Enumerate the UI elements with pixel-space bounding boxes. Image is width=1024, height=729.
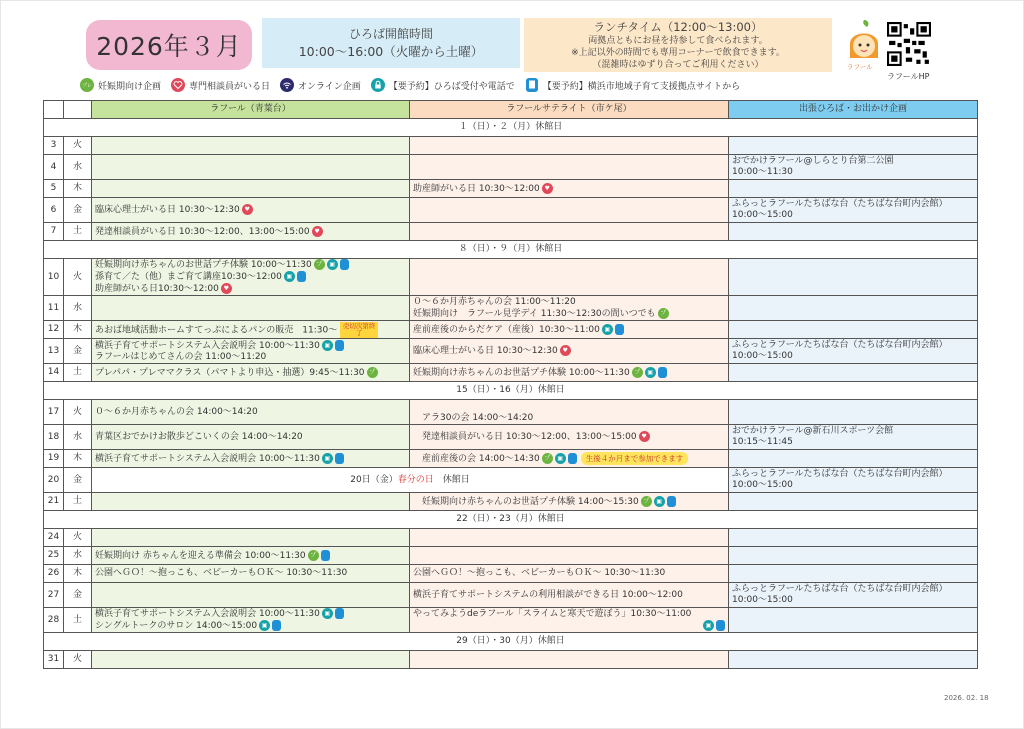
day-number: 31 xyxy=(44,651,64,669)
cell-outreach xyxy=(729,529,978,547)
day-number: 24 xyxy=(44,529,64,547)
event-text: 妊娠期向け 赤ちゃんを迎える準備会 10:00～11:30 xyxy=(95,550,306,561)
pregnancy-icon: プ xyxy=(632,367,643,378)
day-of-week: 火 xyxy=(64,400,92,425)
month-title: 2026年３月 xyxy=(86,20,252,70)
legend-label: オンライン企画 xyxy=(298,81,361,92)
pregnancy-icon: プ xyxy=(542,453,553,464)
heart-consult-icon: ♥ xyxy=(639,431,650,442)
heart-consult-icon: ♥ xyxy=(221,283,232,294)
legend-label: 専門相談員がいる日 xyxy=(189,81,271,92)
cell-ichigao xyxy=(410,155,729,180)
cell-aobadai xyxy=(92,321,410,339)
cell-aobadai xyxy=(92,259,410,296)
cell-outreach xyxy=(729,180,978,198)
cell-aobadai xyxy=(92,198,410,223)
cell-aobadai xyxy=(92,493,410,511)
cell-ichigao xyxy=(410,198,729,223)
cell-outreach xyxy=(729,198,978,223)
table-row xyxy=(44,259,978,296)
cell-ichigao xyxy=(410,450,729,468)
table-row xyxy=(44,296,978,321)
opening-hours-box xyxy=(262,18,520,68)
homepage-label: ラフールHP xyxy=(887,72,930,81)
table-row xyxy=(44,547,978,565)
table-row xyxy=(44,223,978,241)
cell-aobadai xyxy=(92,529,410,547)
day-of-week: 木 xyxy=(64,450,92,468)
cell-ichigao xyxy=(410,583,729,608)
day-of-week: 火 xyxy=(64,259,92,296)
logo-label: ラフール xyxy=(847,63,873,71)
table-row xyxy=(44,565,978,583)
lock-reservation-icon: ▣ xyxy=(322,340,333,351)
cell-outreach xyxy=(729,608,978,633)
legend-item-online xyxy=(280,78,361,92)
cell-aobadai xyxy=(92,608,410,633)
day-number: 21 xyxy=(44,493,64,511)
cell-ichigao xyxy=(410,565,729,583)
event-text: ラフールはじめてさんの会 11:00～11:20 xyxy=(95,351,267,362)
cell-aobadai xyxy=(92,339,410,364)
event-text: 臨床心理士がいる日 10:30～12:30 xyxy=(95,205,240,215)
cell-outreach xyxy=(729,155,978,180)
legend-item-pregnancy xyxy=(80,78,161,92)
phone-reservation-icon xyxy=(525,78,539,92)
cell-outreach xyxy=(729,425,978,450)
table-row xyxy=(44,400,978,425)
event-text: ０～６か月赤ちゃんの会 11:00～11:20 xyxy=(413,296,576,307)
phone-reservation-icon xyxy=(297,271,306,282)
legend-label: 妊娠期向け企画 xyxy=(98,81,162,92)
legend-label: 【要予約】ひろば受付や電話で xyxy=(388,81,515,92)
cell-outreach xyxy=(729,565,978,583)
phone-reservation-icon xyxy=(658,367,667,378)
table-row xyxy=(44,364,978,382)
day-number: 5 xyxy=(44,180,64,198)
event-time: 10:00～15:00 xyxy=(732,595,793,605)
event-text: 発達相談員がいる日 10:30～12:00、13:00～15:00 xyxy=(422,432,637,442)
lunch-line-1: 両拠点ともにお昼を持参して食べられます。 xyxy=(588,36,768,46)
table-row xyxy=(44,529,978,547)
heart-consult-icon: ♥ xyxy=(242,204,253,215)
phone-reservation-icon xyxy=(615,324,624,335)
holiday-closed: 休館日 xyxy=(442,474,470,485)
day-of-week: 金 xyxy=(64,339,92,364)
day-of-week: 木 xyxy=(64,321,92,339)
closed-day-row: 22（日）・23（月）休館日 xyxy=(44,511,978,529)
cell-aobadai xyxy=(92,223,410,241)
pregnancy-icon: プ xyxy=(308,550,319,561)
holiday-date: 20日（金） xyxy=(350,474,398,485)
event-text: ０～６か月赤ちゃんの会 14:00～14:20 xyxy=(95,406,258,417)
calendar-table xyxy=(43,100,978,669)
event-text: おでかけラフール@新石川スポーツ会館 xyxy=(732,426,894,436)
table-row xyxy=(44,450,978,468)
cell-ichigao xyxy=(410,259,729,296)
table-row xyxy=(44,468,978,493)
cell-aobadai xyxy=(92,400,410,425)
cell-outreach xyxy=(729,583,978,608)
rafure-logo-icon xyxy=(846,18,882,64)
day-number: 10 xyxy=(44,259,64,296)
header-blank xyxy=(44,101,64,119)
lock-reservation-icon: ▣ xyxy=(259,620,270,631)
header-blank xyxy=(64,101,92,119)
day-of-week: 金 xyxy=(64,198,92,223)
lunch-time-box xyxy=(524,18,832,72)
pregnancy-icon: プ xyxy=(314,259,325,270)
heart-consult-icon xyxy=(171,78,185,92)
opening-hours-title: ひろば開館時間 xyxy=(348,27,433,41)
day-of-week: 土 xyxy=(64,608,92,633)
lunch-line-3: （混雑時はゆずり合ってご利用ください） xyxy=(592,60,764,70)
event-text: プレパパ・プレママクラス（パマトより申込・抽選）9:45～11:30 xyxy=(95,367,365,378)
pregnancy-icon: プ xyxy=(658,308,669,319)
day-number: 13 xyxy=(44,339,64,364)
day-of-week: 土 xyxy=(64,223,92,241)
day-number: 12 xyxy=(44,321,64,339)
lock-reservation-icon xyxy=(371,78,385,92)
lock-reservation-icon: ▣ xyxy=(654,496,665,507)
table-row xyxy=(44,180,978,198)
cell-aobadai xyxy=(92,651,410,669)
cell-ichigao xyxy=(410,400,729,425)
heart-consult-icon: ♥ xyxy=(542,183,553,194)
day-of-week: 木 xyxy=(64,180,92,198)
lock-reservation-icon: ▣ xyxy=(703,620,714,631)
legend-label: 【要予約】横浜市地域子育て支援拠点サイトから xyxy=(542,81,741,92)
lock-reservation-icon: ▣ xyxy=(284,271,295,282)
event-time: 10:00～15:00 xyxy=(732,351,793,361)
header-row xyxy=(44,101,978,119)
day-number: 28 xyxy=(44,608,64,633)
lock-reservation-icon: ▣ xyxy=(322,453,333,464)
cell-aobadai xyxy=(92,425,410,450)
cell-aobadai xyxy=(92,180,410,198)
day-of-week: 土 xyxy=(64,364,92,382)
event-text: シングルトークのサロン 14:00～15:00 xyxy=(95,621,258,631)
cell-outreach xyxy=(729,450,978,468)
lock-reservation-icon: ▣ xyxy=(602,324,613,335)
wifi-online-icon xyxy=(280,78,294,92)
day-of-week: 水 xyxy=(64,296,92,321)
cell-outreach xyxy=(729,364,978,382)
event-text: 助産師がいる日 10:30～12:00 xyxy=(413,183,540,194)
phone-reservation-icon xyxy=(568,453,577,464)
phone-reservation-icon xyxy=(335,340,344,351)
day-number: 7 xyxy=(44,223,64,241)
event-text: 横浜子育てサポートシステム入会説明会 10:00～11:30 xyxy=(95,340,320,351)
phone-reservation-icon xyxy=(272,620,281,631)
table-row xyxy=(44,321,978,339)
age-limit-badge: 生後４か月まで参加できます xyxy=(581,452,689,465)
table-row xyxy=(44,583,978,608)
event-text: 横浜子育てサポートシステム入会説明会 10:00～11:30 xyxy=(95,609,320,619)
cell-outreach xyxy=(729,296,978,321)
legend-item-lock-reservation xyxy=(371,78,515,92)
day-number: 3 xyxy=(44,137,64,155)
event-time: 10:00～15:00 xyxy=(732,210,793,220)
svg-text:プレ: プレ xyxy=(82,83,92,89)
phone-reservation-icon xyxy=(321,550,330,561)
cell-outreach xyxy=(729,259,978,296)
event-text: 産前産後の会 14:00～14:30 xyxy=(422,454,540,464)
table-row xyxy=(44,155,978,180)
phone-reservation-icon xyxy=(340,259,349,270)
lunch-title: ランチタイム（12:00～13:00） xyxy=(593,20,763,34)
day-of-week: 金 xyxy=(64,583,92,608)
day-number: 19 xyxy=(44,450,64,468)
table-row xyxy=(44,493,978,511)
day-of-week: 火 xyxy=(64,529,92,547)
event-text: 公園へＧＯ！～抱っこも、ベビーカーもＯＫ～ 10:30～11:30 xyxy=(95,568,348,578)
closed-day-row: 15（日）・16（月）休館日 xyxy=(44,382,978,400)
cell-ichigao xyxy=(410,425,729,450)
day-number: 25 xyxy=(44,547,64,565)
day-number: 18 xyxy=(44,425,64,450)
event-text: 助産師がいる日10:30～12:00 xyxy=(95,284,219,294)
event-text: 青葉区おでかけお散歩どこいくの会 14:00～14:20 xyxy=(95,431,303,442)
cell-outreach xyxy=(729,137,978,155)
legend xyxy=(80,76,750,94)
cell-ichigao xyxy=(410,137,729,155)
event-text: 妊娠期向け赤ちゃんのお世話プチ体験 10:00～11:30 xyxy=(413,367,630,378)
pregnancy-icon: プ xyxy=(367,367,378,378)
cell-outreach xyxy=(729,547,978,565)
event-text: ふらっとラフールたちばな台（たちばな台町内会館） xyxy=(732,199,948,209)
heart-consult-icon: ♥ xyxy=(312,226,323,237)
lock-reservation-icon: ▣ xyxy=(322,608,333,619)
qr-code-icon[interactable] xyxy=(887,22,931,66)
cell-outreach xyxy=(729,468,978,493)
event-text: 産前産後のからだケア（産後）10:30～11:00 xyxy=(413,324,600,335)
cell-aobadai xyxy=(92,547,410,565)
day-number: 11 xyxy=(44,296,64,321)
cell-ichigao xyxy=(410,321,729,339)
event-time: 10:00～15:00 xyxy=(732,480,793,490)
sold-out-badge: 売切次第終了 xyxy=(340,322,378,338)
closed-day-row: ８（日）・９（月）休館日 xyxy=(44,241,978,259)
cell-outreach xyxy=(729,339,978,364)
cell-aobadai xyxy=(92,450,410,468)
event-text: ふらっとラフールたちばな台（たちばな台町内会館） xyxy=(732,340,948,350)
legend-item-consult xyxy=(171,78,270,92)
cell-ichigao xyxy=(410,651,729,669)
day-number: 6 xyxy=(44,198,64,223)
cell-ichigao xyxy=(410,493,729,511)
day-number: 27 xyxy=(44,583,64,608)
event-text: 発達相談員がいる日 10:30～12:00、13:00～15:00 xyxy=(95,226,310,237)
day-number: 4 xyxy=(44,155,64,180)
day-number: 14 xyxy=(44,364,64,382)
event-time: 10:15～11:45 xyxy=(732,437,793,447)
cell-outreach xyxy=(729,321,978,339)
day-number: 20 xyxy=(44,468,64,493)
cell-ichigao xyxy=(410,608,729,633)
event-text: 孫育て／た（他）まご育て講座10:30～12:00 xyxy=(95,272,282,282)
cell-ichigao xyxy=(410,223,729,241)
day-of-week: 土 xyxy=(64,493,92,511)
day-number: 17 xyxy=(44,400,64,425)
event-text: 横浜子育てサポートシステムの利用相談ができる日 10:00～12:00 xyxy=(413,589,683,600)
cell-aobadai xyxy=(92,583,410,608)
event-text: やってみようdeラフール「スライムと寒天で遊ぼう」10:30～11:00 xyxy=(413,608,692,619)
cell-aobadai xyxy=(92,565,410,583)
event-text: 妊娠期向け赤ちゃんのお世話プチ体験 14:00～15:30 xyxy=(422,496,639,507)
cell-aobadai xyxy=(92,155,410,180)
phone-reservation-icon xyxy=(667,496,676,507)
day-of-week: 金 xyxy=(64,468,92,493)
cell-ichigao xyxy=(410,339,729,364)
table-row xyxy=(44,425,978,450)
column-header-ichigao: ラフールサテライト（市ケ尾） xyxy=(410,101,729,119)
closed-day-row: １（日）・２（月）休館日 xyxy=(44,119,978,137)
phone-reservation-icon xyxy=(716,620,725,631)
event-text: 妊娠期向け ラフール見学デイ 11:30～12:30の間いつでも xyxy=(413,308,656,319)
table-row xyxy=(44,198,978,223)
column-header-aobadai: ラフール（青葉台） xyxy=(92,101,410,119)
cell-ichigao xyxy=(410,529,729,547)
legend-item-phone-reservation xyxy=(525,78,740,92)
cell-outreach xyxy=(729,651,978,669)
event-text: 横浜子育てサポートシステム入会説明会 10:00～11:30 xyxy=(95,453,320,464)
holiday-cell xyxy=(92,468,729,493)
event-text: おでかけラフール@しらとり台第二公園 xyxy=(732,156,894,166)
footer-date: 2026. 02. 18 xyxy=(944,694,989,702)
closed-day-row: 29（日）・30（月）休館日 xyxy=(44,633,978,651)
cell-ichigao xyxy=(410,364,729,382)
day-of-week: 水 xyxy=(64,547,92,565)
cell-outreach xyxy=(729,493,978,511)
event-time: 10:00～11:30 xyxy=(732,167,793,177)
day-of-week: 木 xyxy=(64,565,92,583)
day-of-week: 水 xyxy=(64,425,92,450)
lock-reservation-icon: ▣ xyxy=(555,453,566,464)
cell-outreach xyxy=(729,223,978,241)
cell-aobadai xyxy=(92,137,410,155)
phone-reservation-icon xyxy=(335,608,344,619)
event-text: あおば地域活動ホームすてっぷによるパンの販売 11:30～ xyxy=(95,325,338,335)
pregnancy-icon xyxy=(80,78,94,92)
cell-ichigao xyxy=(410,180,729,198)
lock-reservation-icon: ▣ xyxy=(327,259,338,270)
cell-aobadai xyxy=(92,296,410,321)
lunch-line-2: ※上記以外の時間でも専用コーナーで飲食できます。 xyxy=(571,48,785,58)
column-header-outreach: 出張ひろば・お出かけ企画 xyxy=(729,101,978,119)
event-text: 臨床心理士がいる日 10:30～12:30 xyxy=(413,346,558,356)
cell-ichigao xyxy=(410,547,729,565)
phone-reservation-icon xyxy=(335,453,344,464)
day-of-week: 火 xyxy=(64,651,92,669)
event-text: 公園へＧＯ！～抱っこも、ベビーカーもＯＫ～ 10:30～11:30 xyxy=(413,568,666,578)
heart-consult-icon: ♥ xyxy=(560,345,571,356)
table-row xyxy=(44,137,978,155)
cell-outreach xyxy=(729,400,978,425)
pregnancy-icon: プ xyxy=(641,496,652,507)
event-text: 妊娠期向け赤ちゃんのお世話プチ体験 10:00～11:30 xyxy=(95,260,312,270)
event-text: ふらっとラフールたちばな台（たちばな台町内会館） xyxy=(732,469,948,479)
table-row xyxy=(44,651,978,669)
event-text: アラ30の会 14:00～14:20 xyxy=(422,413,534,423)
event-text: ふらっとラフールたちばな台（たちばな台町内会館） xyxy=(732,584,948,594)
cell-aobadai xyxy=(92,364,410,382)
opening-hours-text: 10:00～16:00（火曜から土曜） xyxy=(298,44,484,59)
day-number: 26 xyxy=(44,565,64,583)
holiday-name: 春分の日 xyxy=(397,474,434,485)
day-of-week: 水 xyxy=(64,155,92,180)
table-row xyxy=(44,608,978,633)
cell-ichigao xyxy=(410,296,729,321)
day-of-week: 火 xyxy=(64,137,92,155)
table-row xyxy=(44,339,978,364)
lock-reservation-icon: ▣ xyxy=(645,367,656,378)
